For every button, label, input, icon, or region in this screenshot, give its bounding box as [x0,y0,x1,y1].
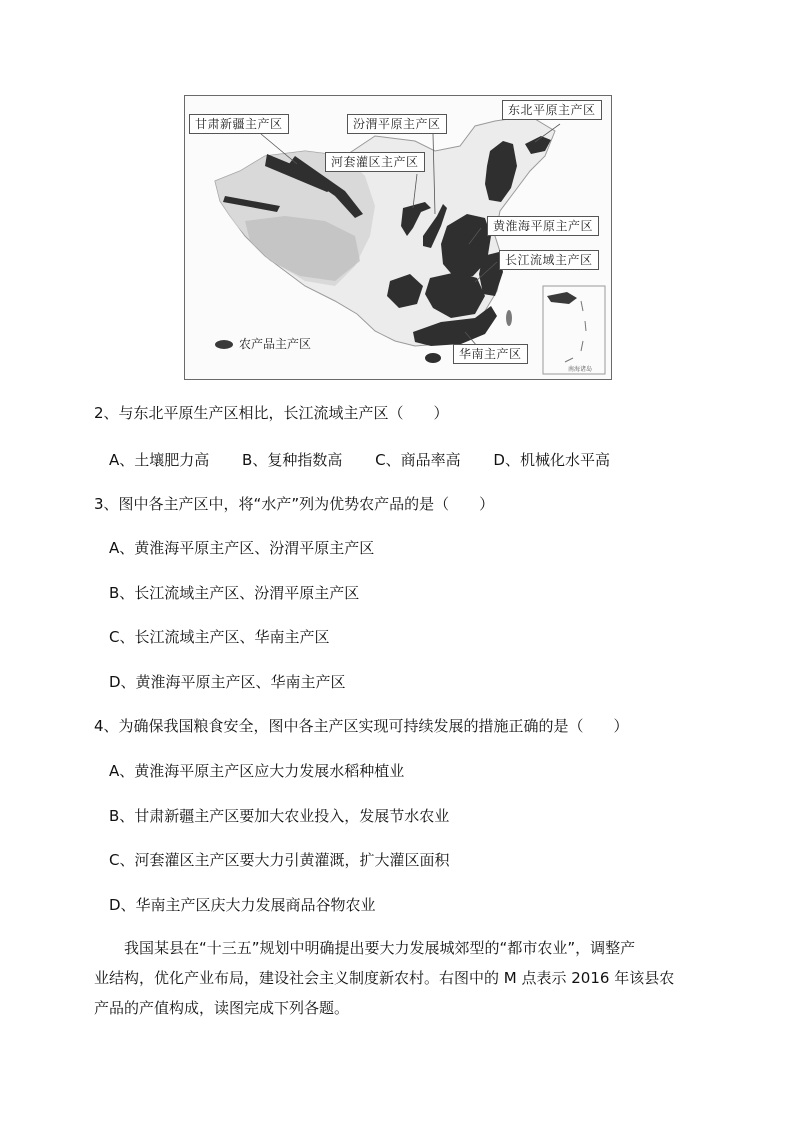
passage-line-2: 业结构，优化产业布局，建设社会主义制度新农村。右图中的 M 点表示 2016 年该县农 [94,969,675,987]
south-sea-dashes [565,301,586,362]
label-fenwei: 汾渭平原主产区 [347,114,447,134]
reading-passage [94,933,706,1023]
question-2-options [109,450,638,470]
label-gansu-xinjiang: 甘肃新疆主产区 [189,114,289,134]
label-south-china: 华南主产区 [453,344,528,364]
legend-swatch [215,340,233,349]
passage-line-3: 产品的产值构成，读图完成下列各题。 [94,999,350,1017]
question-2-option-d[interactable]: D、机械化水平高 [493,451,610,469]
question-3-option-c[interactable]: C、长江流域主产区、华南主产区 [109,628,330,646]
question-4-option-c[interactable]: C、河套灌区主产区要大力引黄灌溉，扩大灌区面积 [109,851,450,869]
question-3-stem: 3、图中各主产区中，将“水产”列为优势农产品的是（ ） [94,495,495,513]
question-3-option-a[interactable]: A、黄淮海平原主产区、汾渭平原主产区 [109,539,375,557]
question-4-stem: 4、为确保我国粮食安全，图中各主产区实现可持续发展的措施正确的是（ ） [94,717,629,735]
south-sea-island [547,292,577,304]
label-hetao: 河套灌区主产区 [325,152,425,172]
question-4-option-b[interactable]: B、甘肃新疆主产区要加大农业投入，发展节水农业 [109,807,450,825]
map-corner-note: 南海诸岛 [568,366,593,373]
question-2-option-c[interactable]: C、商品率高 [375,451,461,469]
label-northeast: 东北平原主产区 [502,100,602,120]
question-2-option-a[interactable]: A、土壤肥力高 [109,451,210,469]
question-3-option-b[interactable]: B、长江流域主产区、汾渭平原主产区 [109,584,360,602]
question-2-stem: 2、与东北平原生产区相比，长江流域主产区（ ） [94,404,449,422]
question-4-option-a[interactable]: A、黄淮海平原主产区应大力发展水稻种植业 [109,762,405,780]
region-hainan [425,353,441,363]
passage-line-1: 我国某县在“十三五”规划中明确提出要大力发展城郊型的“都市农业”，调整产 [94,939,636,957]
label-huanghuaihai: 黄淮海平原主产区 [487,216,599,236]
question-2-option-b[interactable]: B、复种指数高 [242,451,343,469]
question-4-option-d[interactable]: D、华南主产区庆大力发展商品谷物农业 [109,896,376,914]
label-yangtze: 长江流域主产区 [499,250,599,270]
region-taiwan [506,310,512,326]
legend-label: 农产品主产区 [239,337,312,351]
question-3-option-d[interactable]: D、黄淮海平原主产区、华南主产区 [109,673,346,691]
china-agricultural-regions-map [184,95,612,380]
map-legend [215,336,311,352]
